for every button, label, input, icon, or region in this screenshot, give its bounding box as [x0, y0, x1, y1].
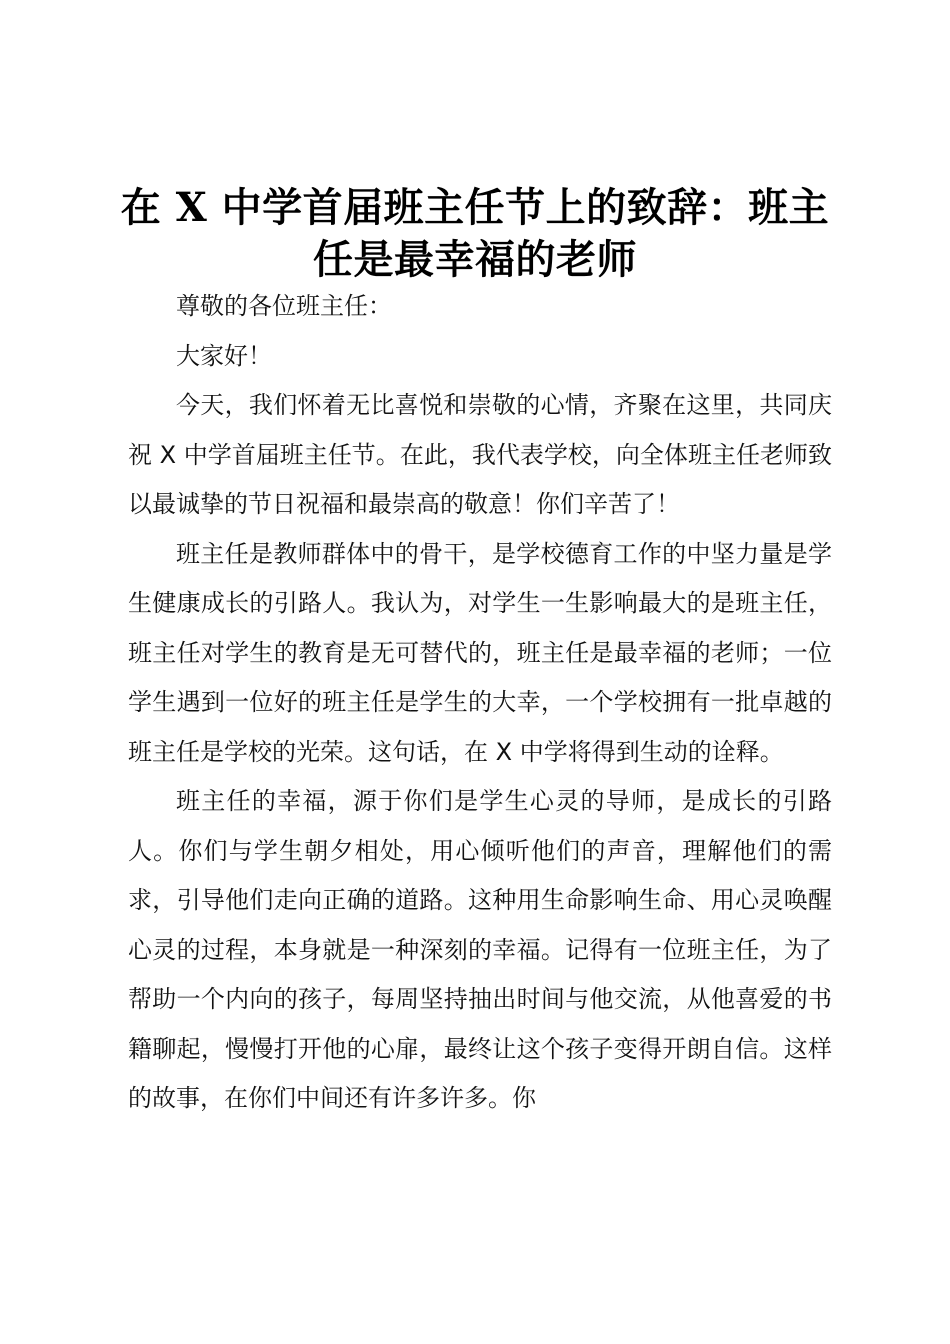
document-title: 在 X 中学首届班主任节上的致辞：班主任是最幸福的老师 — [120, 184, 830, 283]
greeting: 大家好！ — [176, 341, 272, 370]
document-body — [128, 282, 832, 1124]
paragraph-role: 班主任是教师群体中的骨干，是学校德育工作的中坚力量是学生健康成长的引路人。我认为，对学生一生影响最大的是班主任，班主任对学生的教育是无可替代的，班主任是最幸福的老师；一位学生遇到一位好的班主任是学生的大幸，一个学校拥有一批卓越的班主任是学校的光荣。这句话，在 X 中学将得到生动的诠释。 — [128, 539, 832, 766]
paragraph-happiness: 班主任的幸福，源于你们是学生心灵的导师，是成长的引路人。你们与学生朝夕相处，用心倾听他们的声音，理解他们的需求，引导他们走向正确的道路。这种用生命影响生命、用心灵唤醒心灵的过程，本身就是一种深刻的幸福。记得有一位班主任，为了帮助一个内向的孩子，每周坚持抽出时间与他交流，从他喜爱的书籍聊起，慢慢打开他的心扉，最终让这个孩子变得开朗自信。这样的故事，在你们中间还有许多许多。你 — [128, 787, 832, 1112]
salutation: 尊敬的各位班主任： — [176, 292, 392, 320]
paragraph-opening: 今天，我们怀着无比喜悦和崇敬的心情，齐聚在这里，共同庆祝 X 中学首届班主任节。在此，我代表学校，向全体班主任老师致以最诚挚的节日祝福和最崇高的敬意！你们辛苦了！ — [128, 391, 832, 518]
